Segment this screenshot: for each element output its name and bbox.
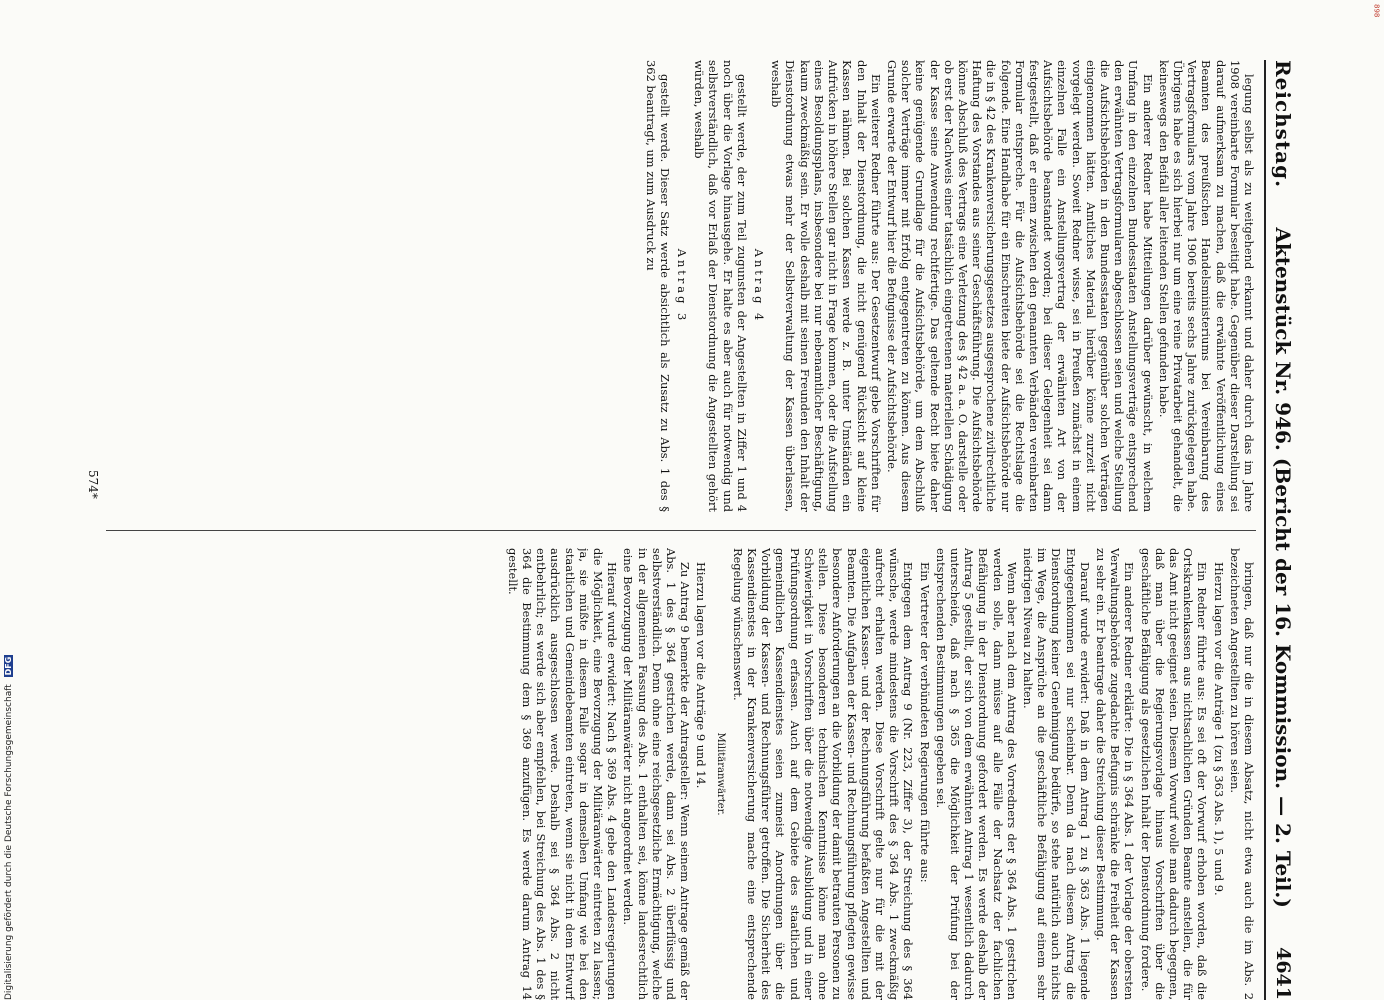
paragraph: Ein anderer Redner erklärte: Die in § 364 Abs. 1 der Vorlage der obersten Verwaltungsbehörde zugedachte Befugnis schränke die Freiheit der Kassen zu sehr ein. Er beantrage daher die Streichung dieser Bestimmung. bbox=[1093, 548, 1137, 1000]
paragraph: Hierauf wurde erwidert: Nach § 369 Abs. 4 gebe den Landesregierungen die Möglichkeit, eine Bevorzugung der Militäranwärter eintreten zu lassen; ja, sie müßte in diesem Falle sogar in demselben Umfang wie bei den staatlichen und Gemeindebeamten eintreten, wenn sie nicht in dem Entwurf ausdrücklich ausgeschlossen werde. Deshalb sei § 364 Abs. 2 nicht entbehrlich; es werde sich aber empfehlen, bei Streichung des Abs. 1 des § 364 die Bestimmung dem § 369 anzufügen. Es werde darum Antrag 14 gestellt. bbox=[505, 548, 620, 1000]
digitization-note bbox=[4, 655, 14, 1000]
antrag4-title: Antrag 4 bbox=[752, 248, 767, 324]
paragraph: Ein weiterer Redner führte aus: Der Gesetzentwurf gebe Vorschriften für den Inhalt der Dienstordnung, die nicht genügend Rücksicht auf kleine Kassen nähmen. Bei solchen Kassen werde z. B. unter Umständen ein Aufrücken in höhere Stellen gar nicht in Frage kommen, oder die Aufstellung eines Besoldungsplans, insbesondere bei nur nebenamtlicher Beschäftigung, kaum zweckmäßig sein. Er wolle deshalb mit seinen Freunden den Inhalt der Dienstordnung etwas mehr der Selbstverwaltung der Kassen überlassen, weshalb bbox=[769, 60, 883, 512]
dfg-logo-icon: DFG bbox=[4, 656, 13, 676]
left-column bbox=[86, 60, 1256, 512]
paragraph: Zu Antrag 9 bemerkte der Antragsteller: Wenn seinem Antrage gemäß der Abs. 1 des § 364 gestrichen werde, dann sei Abs. 2 überflüssig und selbstverständlich. Denn ohne eine reichsgesetzliche Ermächtigung, welche in der allgemeinen Fassung des Abs. 1 enthalten sei, könne landesrechtlich eine Bevorzugung der Militäranwärter nicht angeordnet werden. bbox=[621, 548, 693, 1000]
paragraph: Ein Redner führte aus: Es sei oft der Vorwurf erhoben worden, daß die Ortskrankenkassen aus nichtsachlichen Gründen Beamte anstellen, die für das Amt nicht geeignet seien. Diesem Vorwurf wolle man dadurch begegnen, daß man über die Regierungsvorlage hinaus Vorschriften über die geschäftliche Befähigung als gesetzlichen Inhalt der Dienstordnung fordere. bbox=[1138, 548, 1210, 1000]
corner-mark: 898 bbox=[1372, 4, 1380, 18]
paragraph: bringen, daß nur die in diesem Absatz, nicht etwa auch die im Abs. 2 bezeichneten Angestellten zu hören seien. bbox=[1227, 548, 1256, 1000]
paragraph: Ein anderer Redner habe Mitteilungen darüber gewünscht, in welchem Umfang in den einzelnen Bundesstaaten Anstellungsverträge entsprechend den erwähnten Vertragsformularen abgeschlossen seien und welche Stellung die Aufsichtsbehörden in den Bundesstaaten gegenüber solchen Verträgen eingenommen hätten. Amtliches Material hierüber könne zurzeit nicht vorgelegt werden. Soweit Redner wisse, sei in Preußen zunächst in einem einzelnen Falle ein Anstellungsvertrag der erwähnten Art von der Aufsichtsbehörde beanstandet worden; bei dieser Gelegenheit sei dann festgestellt, daß er einem zwischen den genannten Verbänden vereinbarten Formular entspreche. Für die Aufsichtsbehörde sei die Rechtslage die folgende. Eine Handhabe für ein Einschreiten biete der Aufsichtsbehörde nur die in § 42 des Krankenversicherungsgesetzes ausgesprochene zivilrechtliche Haftung des Vorstandes aus seiner Geschäftsführung. Die Aufsichtsbehörde könne Abschluß des Vertrags eine Verletzung des § 42 a. a. O. darstelle oder ob erst der Nachweis einer tatsächlich eingetretenen materiellen Schädigung der Kasse seine Anwendung rechtfertige. Das geltende Recht biete daher keine genügende Grundlage für die Aufsichtsbehörde, um dem Abschluß solcher Verträge immer mit Erfolg entgegentreten zu können. Aus diesem Grunde erwarte der Entwurf hier die Befugnisse der Aufsichtsbehörde. bbox=[884, 60, 1155, 512]
paragraph: Hierzu lagen vor die Anträge 1 (zu § 363 Abs. 1), 5 und 9. bbox=[1211, 562, 1226, 896]
paragraph: Darauf wurde erwidert: Daß in dem Antrag 1 zu § 363 Abs. 1 liegende Entgegenkommen sei nur scheinbar. Denn da nach diesem Antrag die Dienstordnung keiner Genehmigung bedürfe, so stehe natürlich auch nichts im Wege, die Ansprüche an die geschäftliche Befähigung auf einem sehr niedrigen Niveau zu halten. bbox=[1020, 548, 1092, 1000]
section-subhead: Militäranwärter. bbox=[714, 732, 726, 816]
page-header bbox=[1264, 60, 1300, 1000]
scanned-sheet bbox=[70, 60, 1300, 1000]
footer-number: 574* bbox=[86, 470, 100, 499]
antrag3-title: Antrag 3 bbox=[675, 248, 690, 324]
paragraph: gestellt werde. Dieser Satz werde absichtlich als Zusatz zu Abs. 1 des § 362 beantragt, um zum Ausdruck zu bbox=[643, 60, 672, 512]
paragraph: Entgegen dem Antrag 9 (Nr. 223, Ziffer 3), der Streichung des § 364 wünsche, werde mindestens die Vorschrift des § 364 Abs. 1 zweckmäßig aufrecht erhalten werden. Diese Vorschrift gelte nur für die mit der eigentlichen Kassen- und der Rechnungsführung befaßten Angestellten und Beamten. Die Aufgaben der Kassen- und Rechnungsführung pflegten gewisse besondere Anforderungen an die Vorbildung der damit betrauten Personen zu stellen. Diese besonderen technischen Kenntnisse könne man ohne Schwierigkeit in Vorschriften über die notwendige Ausbildung und in einer Prüfungsordnung erfassen. Auch auf dem Gebiete des staatlichen und gemeindlichen Kassendienstes seien zumeist Anordnungen über die Vorbildung der Kassen- und Rechnungsführer getroffen. Die Sicherheit des Kassendienstes in der Krankenversicherung mache eine entsprechende Regelung wünschenswert. bbox=[730, 548, 916, 1000]
paragraph: Wenn aber nach dem Antrag des Vorredners der § 364 Abs. 1 gestrichen werden solle, dann müsse auf alle Fälle der Nachsatz der fachlichen Befähigung in der Dienstordnung gefordert werden. Es werde deshalb der Antrag 5 gestellt, der sich von dem erwähnten Antrag 1 wesentlich dadurch unterscheide, daß nach § 365 die Möglichkeit der Prüfung bei der entsprechenden Bestimmungen gegeben sei. bbox=[933, 548, 1019, 1000]
right-column bbox=[86, 548, 1256, 1000]
paragraph: Ein Vertreter der verbündeten Regierungen führte aus: bbox=[917, 562, 932, 883]
digitization-text: Digitalisierung gefördert durch die Deutsche Forschungsgemeinschaft bbox=[4, 684, 14, 1000]
page-number: 4641 bbox=[1272, 947, 1294, 1000]
paragraph: legung selbst als zu weitgehend erkannt und daher durch das im Jahre 1908 vereinbarte Formular beseitigt habe. Gegenüber dieser Darstellung sei darauf aufmerksam zu machen, daß die erwähnte Veröffentlichung eines Beamten des preußischen Handelsministeriums bei Vereinbarung des Vertragsformulars vom Jahre 1906 bereits sechs Jahre zurückgelegen habe. Übrigens habe es sich hierbei nur um eine reine Privatarbeit gehandelt, die keineswegs den Beifall aller leitenden Stellen gefunden habe. bbox=[1156, 60, 1256, 512]
paragraph: Hierzu lagen vor die Anträge 9 und 14. bbox=[694, 562, 709, 789]
header-left: Reichstag. bbox=[1271, 60, 1295, 189]
paragraph: gestellt werde, der zum Teil zugunsten der Angestellten in Ziffer 1 und 4 noch über die Vorlage hinausgehe. Er halte es aber auch für notwendig und selbstverständlich, daß vor Erlaß der Dienstordnung die Angestellten gehört würden, weshalb bbox=[692, 60, 749, 512]
header-center: Aktenstück Nr. 946. (Bericht der 16. Kommission. — 2. Teil.) bbox=[1271, 227, 1295, 908]
column-divider bbox=[106, 530, 1256, 531]
